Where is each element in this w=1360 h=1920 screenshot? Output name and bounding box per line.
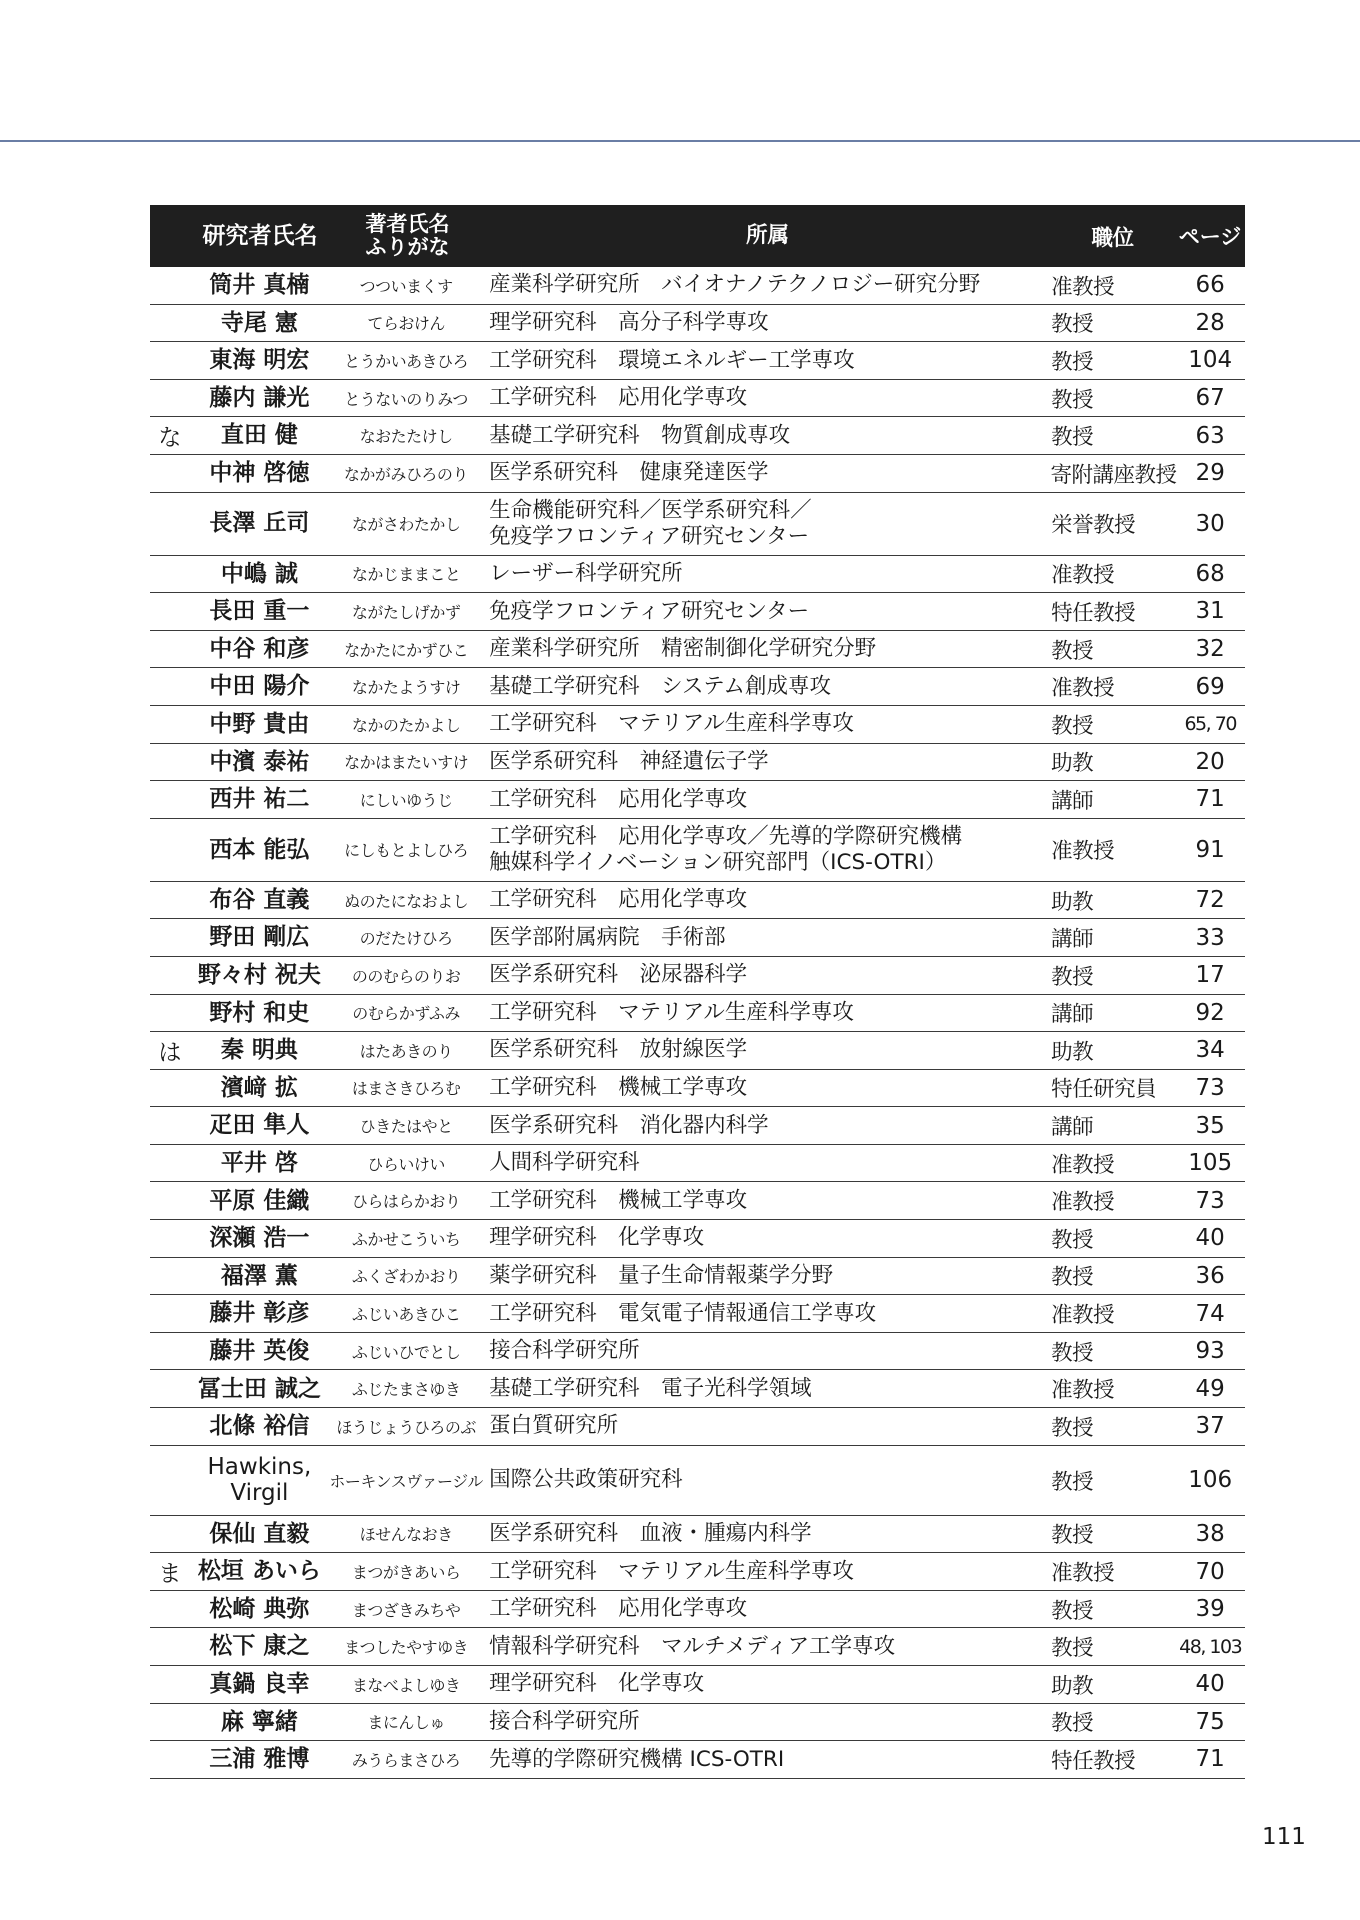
furigana: つついまくす	[359, 276, 453, 296]
affiliation-line: 免疫学フロンティア研究センター	[489, 598, 810, 624]
affiliation	[483, 385, 1051, 411]
affiliation	[483, 1467, 1051, 1493]
furigana: はたあきのり	[359, 1041, 453, 1061]
position-title: 教授	[1051, 1469, 1094, 1495]
page-ref: 68	[1195, 560, 1225, 587]
page-ref: 36	[1195, 1262, 1225, 1289]
affiliation-line: 医学系研究科 神経遺伝子学	[489, 748, 769, 774]
position-title: 准教授	[1051, 1303, 1115, 1329]
furigana: にしいゆうじ	[359, 790, 453, 810]
affiliation-line: 基礎工学研究科 電子光科学領域	[489, 1375, 812, 1401]
researcher-name: 筒井 真楠	[209, 272, 310, 299]
affiliation-line: 接合科学研究所	[489, 1338, 640, 1364]
page-ref: 71	[1195, 1746, 1225, 1773]
page-ref: 30	[1195, 510, 1225, 537]
researcher-name: 長田 重一	[209, 598, 310, 625]
page-ref: 66	[1195, 272, 1225, 299]
researcher-name: 西井 祐二	[209, 786, 310, 813]
researcher-name: 真鍋 良幸	[209, 1671, 310, 1698]
position-title: 栄誉教授	[1051, 513, 1136, 539]
furigana: のむらかずふみ	[352, 1004, 460, 1024]
affiliation	[483, 887, 1051, 913]
header-name: 研究者氏名	[202, 222, 318, 249]
researcher-name: 東海 明宏	[209, 347, 310, 374]
affiliation	[483, 1150, 1051, 1176]
page-ref: 105	[1188, 1150, 1233, 1177]
furigana: なかがみひろのり	[343, 464, 468, 484]
position-title: 教授	[1051, 1340, 1094, 1366]
table-row	[150, 668, 1245, 706]
researcher-name: 野村 和史	[209, 999, 310, 1026]
table-row	[150, 342, 1245, 380]
affiliation	[483, 636, 1051, 662]
table-row	[150, 417, 1245, 455]
furigana: まなべよしゆき	[351, 1675, 461, 1695]
researcher-name: 松垣 あいら	[197, 1558, 321, 1585]
table-row	[150, 995, 1245, 1033]
furigana: ふじいひでとし	[351, 1342, 461, 1362]
researcher-name: 中嶋 誠	[220, 560, 298, 587]
page-ref: 33	[1195, 924, 1225, 951]
position-title: 講師	[1051, 927, 1094, 953]
page-ref: 106	[1188, 1467, 1233, 1494]
page-ref: 35	[1195, 1112, 1225, 1139]
furigana: ひらはらかおり	[351, 1192, 461, 1212]
affiliation-line: 工学研究科 機械工学専攻	[489, 1187, 748, 1213]
header-position: 職位	[1091, 225, 1134, 251]
researcher-name: 布谷 直義	[209, 886, 310, 913]
position-title: 教授	[1051, 964, 1094, 990]
affiliation-line: 医学系研究科 血液・腫瘍内科学	[489, 1521, 812, 1547]
table-row	[150, 267, 1245, 305]
affiliation	[483, 1075, 1051, 1101]
affiliation-line: 工学研究科 マテリアル生産科学専攻	[489, 1558, 854, 1584]
affiliation	[483, 1301, 1051, 1327]
researcher-name: 寺尾 憲	[220, 309, 298, 336]
furigana: ひきたはやと	[359, 1117, 453, 1137]
name-line: Hawkins,	[207, 1453, 312, 1480]
furigana: なかたにかずひこ	[344, 640, 469, 660]
researcher-name: 松下 康之	[209, 1633, 310, 1660]
affiliation	[483, 272, 1051, 298]
page-ref: 49	[1195, 1375, 1225, 1402]
table-row	[150, 1032, 1245, 1070]
position-title: 准教授	[1051, 1190, 1115, 1216]
table-row	[150, 819, 1245, 882]
page-ref: 93	[1195, 1338, 1225, 1365]
affiliation	[483, 925, 1051, 951]
table-row	[150, 781, 1245, 819]
position-title: 教授	[1051, 1415, 1094, 1441]
researcher-name: 麻 寧緒	[220, 1708, 298, 1735]
researcher-name: 福澤 薫	[220, 1262, 298, 1289]
page-ref: 63	[1195, 422, 1225, 449]
researcher-name: 疋田 隼人	[209, 1112, 310, 1139]
page-number: 111	[1262, 1824, 1306, 1850]
table-row	[150, 556, 1245, 594]
researcher-name: 藤内 謙光	[209, 384, 310, 411]
position-title: 教授	[1051, 1227, 1094, 1253]
position-title: 准教授	[1051, 1378, 1115, 1404]
researcher-name: 中濱 泰祐	[209, 748, 310, 775]
affiliation	[483, 1634, 1051, 1660]
researcher-name: 保仙 直毅	[209, 1520, 310, 1547]
position-title: 教授	[1051, 1711, 1094, 1737]
affiliation-line: 理学研究科 高分子科学専攻	[489, 309, 769, 335]
affiliation	[483, 348, 1051, 374]
table-row	[150, 1516, 1245, 1554]
furigana: ながたしげかず	[351, 602, 461, 622]
table-row	[150, 1145, 1245, 1183]
table-row	[150, 706, 1245, 744]
position-title: 教授	[1051, 1636, 1094, 1662]
furigana: ふくざわかおり	[351, 1267, 461, 1287]
furigana: ながさわたかし	[351, 515, 461, 535]
researcher-name: 松崎 典弥	[209, 1595, 310, 1622]
affiliation	[483, 1559, 1051, 1585]
furigana: まつざきみちや	[351, 1600, 461, 1620]
furigana: にしもとよしひろ	[344, 841, 469, 861]
furigana: ひらいけい	[367, 1154, 445, 1174]
affiliation	[483, 1747, 1051, 1773]
researcher-name: 藤井 彰彦	[209, 1300, 310, 1327]
affiliation	[483, 824, 1051, 876]
affiliation-line: 工学研究科 応用化学専攻	[489, 786, 748, 812]
table-row	[150, 455, 1245, 493]
table-row	[150, 1704, 1245, 1742]
affiliation	[483, 561, 1051, 587]
affiliation-line: 人間科学研究科	[489, 1150, 640, 1176]
furigana: みうらまさひろ	[351, 1750, 461, 1770]
affiliation	[483, 1113, 1051, 1139]
affiliation-line: 工学研究科 環境エネルギー工学専攻	[489, 347, 855, 373]
table-row	[150, 631, 1245, 669]
affiliation	[483, 1413, 1051, 1439]
affiliation-line: 医学系研究科 健康発達医学	[488, 460, 769, 486]
affiliation-line: 工学研究科 応用化学専攻	[489, 1596, 748, 1622]
affiliation-line: 工学研究科 応用化学専攻	[489, 887, 748, 913]
position-title: 教授	[1051, 1598, 1094, 1624]
affiliation-line: 産業科学研究所 精密制御化学研究分野	[489, 636, 877, 662]
furigana: ほうじょうひろのぶ	[336, 1417, 476, 1437]
affiliation-line: 医学系研究科 泌尿器科学	[489, 962, 748, 988]
position-title: 教授	[1051, 349, 1094, 375]
furigana: なおたたけし	[359, 427, 453, 447]
affiliation-line: 蛋白質研究所	[489, 1413, 619, 1439]
affiliation-line: 免疫学フロンティア研究センター	[489, 523, 810, 549]
affiliation	[483, 1188, 1051, 1214]
table-row	[150, 1553, 1245, 1591]
furigana: ふかせこういち	[351, 1229, 461, 1249]
table-row	[150, 1591, 1245, 1629]
position-title: 教授	[1051, 425, 1094, 451]
table-row	[150, 380, 1245, 418]
affiliation-line: 工学研究科 マテリアル生産科学専攻	[489, 999, 854, 1025]
affiliation	[483, 1521, 1051, 1547]
table-row	[150, 1220, 1245, 1258]
furigana: てらおけん	[367, 314, 445, 334]
kana-index: な	[158, 425, 182, 452]
affiliation-line: 基礎工学研究科 システム創成専攻	[489, 673, 832, 699]
page-ref: 37	[1195, 1413, 1225, 1440]
affiliation-line: 工学研究科 応用化学専攻／先導的学際研究機構	[489, 823, 963, 849]
affiliation	[483, 787, 1051, 813]
table-row	[150, 1182, 1245, 1220]
researcher-name	[190, 1454, 329, 1507]
affiliation-line: 工学研究科 マテリアル生産科学専攻	[489, 711, 854, 737]
position-title: 特任研究員	[1051, 1077, 1157, 1103]
position-title: 教授	[1051, 638, 1094, 664]
top-rule	[0, 140, 1360, 142]
page-ref: 73	[1195, 1074, 1225, 1101]
position-title: 助教	[1051, 1673, 1094, 1699]
affiliation-line: 情報科学研究科 マルチメディア工学専攻	[489, 1633, 896, 1659]
header-furigana	[330, 213, 485, 259]
table-body	[150, 267, 1245, 1779]
position-title: 講師	[1051, 788, 1094, 814]
table-row	[150, 744, 1245, 782]
page-ref: 67	[1195, 385, 1225, 412]
affiliation	[483, 460, 1051, 486]
position-title: 准教授	[1051, 1152, 1115, 1178]
researcher-name: 中谷 和彦	[209, 635, 310, 662]
affiliation	[483, 1671, 1051, 1697]
header-page: ページ	[1178, 225, 1242, 249]
affiliation	[483, 310, 1051, 336]
affiliation	[483, 423, 1051, 449]
table-row	[150, 1258, 1245, 1296]
researcher-name: 平原 佳織	[209, 1187, 310, 1214]
researcher-name: 深瀬 浩一	[209, 1225, 310, 1252]
furigana: なかのたかよし	[351, 715, 461, 735]
table-row	[150, 1741, 1245, 1779]
furigana: まつがきあいら	[351, 1563, 461, 1583]
page-ref: 74	[1195, 1300, 1225, 1327]
affiliation	[483, 962, 1051, 988]
affiliation	[483, 1596, 1051, 1622]
page-ref: 48, 103	[1179, 1635, 1242, 1658]
researcher-index-table	[150, 205, 1245, 1779]
furigana: ののむらのりお	[351, 966, 461, 986]
table-row	[150, 493, 1245, 556]
page-ref: 91	[1195, 836, 1225, 863]
researcher-name: 中田 陽介	[209, 673, 310, 700]
affiliation-line: 基礎工学研究科 物質創成専攻	[489, 422, 791, 448]
position-title: 講師	[1051, 1115, 1094, 1141]
position-title: 准教授	[1051, 839, 1115, 865]
kana-index: ま	[158, 1561, 182, 1588]
affiliation-line: 工学研究科 電気電子情報通信工学専攻	[489, 1300, 877, 1326]
researcher-name: 中野 貴由	[209, 711, 310, 738]
page-ref: 70	[1195, 1558, 1225, 1585]
affiliation-line: 医学部附属病院 手術部	[489, 924, 726, 950]
page-ref: 69	[1195, 673, 1225, 700]
page-ref: 65, 70	[1184, 713, 1236, 736]
position-title: 准教授	[1051, 676, 1115, 702]
affiliation-line: 理学研究科 化学専攻	[489, 1225, 705, 1251]
affiliation	[483, 498, 1051, 550]
table-row	[150, 1408, 1245, 1446]
position-title: 教授	[1051, 1265, 1094, 1291]
position-title: 教授	[1051, 1523, 1094, 1549]
position-title: 助教	[1051, 751, 1094, 777]
position-title: 講師	[1051, 1002, 1094, 1028]
researcher-name: 北條 裕信	[209, 1413, 310, 1440]
researcher-name: 長澤 丘司	[209, 510, 310, 537]
table-row	[150, 1107, 1245, 1145]
page-ref: 40	[1195, 1225, 1225, 1252]
affiliation	[483, 674, 1051, 700]
page-ref: 29	[1195, 460, 1225, 487]
page-ref: 39	[1195, 1596, 1225, 1623]
position-title: 寄附講座教授	[1050, 462, 1177, 488]
position-title: 教授	[1051, 713, 1094, 739]
affiliation-line: 産業科学研究所 バイオナノテクノロジー研究分野	[489, 272, 981, 298]
table-row	[150, 305, 1245, 343]
page-ref: 34	[1195, 1037, 1225, 1064]
affiliation-line: 接合科学研究所	[489, 1708, 640, 1734]
affiliation-line: 工学研究科 機械工学専攻	[489, 1075, 748, 1101]
researcher-name: 藤井 英俊	[209, 1337, 310, 1364]
researcher-name: 平井 啓	[220, 1149, 298, 1176]
furigana: ほせんなおき	[359, 1525, 453, 1545]
position-title: 教授	[1051, 312, 1094, 338]
affiliation-line: 触媒科学イノベーション研究部門（ICS-OTRI）	[489, 849, 947, 875]
kana-index: は	[158, 1039, 182, 1066]
furigana: ぬのたになおよし	[344, 891, 469, 911]
researcher-name: 中神 啓徳	[209, 460, 310, 487]
table-row	[150, 1070, 1245, 1108]
page-ref: 71	[1195, 786, 1225, 813]
furigana: まにんしゅ	[367, 1713, 445, 1733]
affiliation-line: 医学系研究科 放射線医学	[489, 1037, 748, 1063]
header-furigana-line1: 著者氏名	[365, 211, 450, 236]
table-row	[150, 1333, 1245, 1371]
page-ref: 38	[1195, 1520, 1225, 1547]
table-header	[150, 205, 1245, 267]
researcher-name: 西本 能弘	[209, 836, 310, 863]
position-title: 准教授	[1051, 563, 1115, 589]
header-furigana-line2: ふりがな	[365, 235, 450, 259]
furigana: とうかいあきひろ	[344, 351, 469, 371]
researcher-name: 直田 健	[220, 422, 298, 449]
affiliation-line: 医学系研究科 消化器内科学	[489, 1112, 769, 1138]
header-affiliation: 所属	[745, 223, 789, 249]
furigana: のだたけひろ	[359, 929, 453, 949]
position-title: 助教	[1051, 889, 1094, 915]
furigana: まつしたやすゆき	[344, 1638, 469, 1658]
page-ref: 73	[1195, 1187, 1225, 1214]
furigana: はまさきひろむ	[351, 1079, 461, 1099]
page-ref: 31	[1195, 598, 1225, 625]
page-ref: 28	[1195, 309, 1225, 336]
researcher-name: 冨士田 誠之	[197, 1375, 321, 1402]
researcher-name: 濱﨑 拡	[220, 1074, 298, 1101]
affiliation	[483, 749, 1051, 775]
position-title: 准教授	[1051, 1561, 1115, 1587]
researcher-name: 野々村 祝夫	[197, 961, 321, 988]
table-row	[150, 1446, 1245, 1516]
page-ref: 75	[1195, 1708, 1225, 1735]
page-ref: 40	[1195, 1671, 1225, 1698]
affiliation-line: 工学研究科 応用化学専攻	[489, 385, 748, 411]
researcher-name: 三浦 雅博	[209, 1746, 310, 1773]
affiliation	[483, 599, 1051, 625]
affiliation	[483, 1037, 1051, 1063]
affiliation	[483, 1376, 1051, 1402]
affiliation	[483, 711, 1051, 737]
page-ref: 32	[1195, 636, 1225, 663]
affiliation-line: 国際公共政策研究科	[489, 1467, 683, 1493]
position-title: 准教授	[1051, 274, 1115, 300]
position-title: 助教	[1051, 1039, 1094, 1065]
page-ref: 17	[1195, 962, 1225, 989]
furigana: なかはまたいすけ	[344, 753, 469, 773]
affiliation	[483, 1338, 1051, 1364]
page-ref: 104	[1188, 347, 1233, 374]
name-line: Virgil	[230, 1480, 289, 1507]
furigana: ふじいあきひこ	[351, 1305, 461, 1325]
furigana: ホーキンスヴァージル	[329, 1471, 483, 1491]
furigana: なかたようすけ	[351, 678, 461, 698]
furigana: とうないのりみつ	[344, 389, 468, 409]
furigana: なかじままこと	[351, 565, 461, 585]
affiliation-line: 生命機能研究科／医学系研究科／	[489, 497, 812, 523]
table-row	[150, 1666, 1245, 1704]
affiliation	[483, 1263, 1051, 1289]
position-title: 教授	[1051, 387, 1094, 413]
position-title: 特任教授	[1051, 600, 1136, 626]
researcher-name: 秦 明典	[220, 1037, 298, 1064]
table-row	[150, 1628, 1245, 1666]
affiliation-line: 薬学研究科 量子生命情報薬学分野	[489, 1263, 834, 1289]
furigana: ふじたまさゆき	[351, 1380, 461, 1400]
page-ref: 92	[1195, 999, 1225, 1026]
table-row	[150, 593, 1245, 631]
page-ref: 20	[1195, 748, 1225, 775]
page-ref: 72	[1195, 887, 1225, 914]
table-row	[150, 957, 1245, 995]
affiliation-line: 理学研究科 化学専攻	[489, 1671, 705, 1697]
affiliation-line: レーザー科学研究所	[489, 560, 683, 586]
affiliation-line: 先導的学際研究機構 ICS-OTRI	[489, 1746, 785, 1772]
table-row	[150, 1370, 1245, 1408]
table-row	[150, 919, 1245, 957]
table-row	[150, 1295, 1245, 1333]
affiliation	[483, 1709, 1051, 1735]
affiliation	[483, 1225, 1051, 1251]
table-row	[150, 882, 1245, 920]
position-title: 特任教授	[1051, 1748, 1136, 1774]
affiliation	[483, 1000, 1051, 1026]
researcher-name: 野田 剛広	[209, 924, 310, 951]
